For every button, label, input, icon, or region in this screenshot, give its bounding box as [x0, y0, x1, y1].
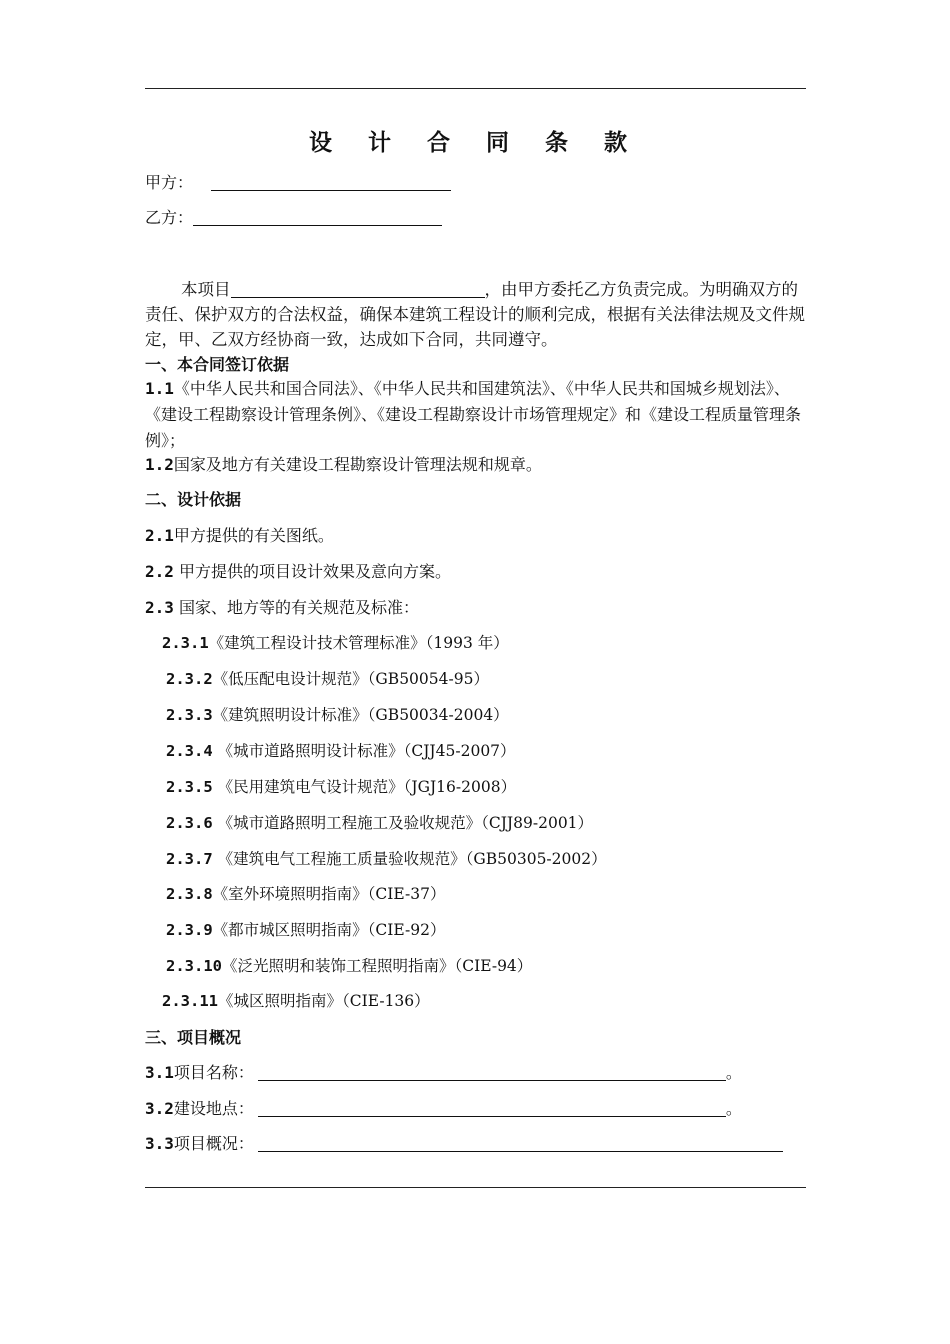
clause-2-1: [145, 526, 334, 546]
project-overview-field[interactable]: [258, 1135, 783, 1152]
standard-item: [166, 849, 607, 869]
standard-item: [166, 777, 516, 797]
item-text: 《建筑照明设计标准》（GB50034-2004）: [212, 706, 509, 724]
construction-site-field[interactable]: [258, 1100, 726, 1117]
item-number: 2.3.6: [166, 814, 213, 832]
party-b-label: 乙方：: [145, 208, 194, 227]
clause-text: 国家及地方有关建设工程勘察设计管理法规和规章。: [173, 455, 542, 474]
item-text: 《泛光照明和装饰工程照明指南》（CIE-94）: [222, 957, 533, 975]
clause-label: 项目名称：: [173, 1063, 254, 1082]
header-rule: [145, 88, 806, 89]
item-text: 《室外环境照明指南》（CIE-37）: [212, 885, 446, 903]
clause-3-3: [145, 1134, 783, 1154]
standard-item: [166, 669, 489, 689]
clause-number: 3.3: [145, 1134, 174, 1153]
item-text: 《低压配电设计规范》（GB50054-95）: [212, 670, 489, 688]
clause-1-2: [145, 452, 807, 478]
clause-text: 甲方提供的有关图纸。: [173, 526, 334, 545]
clause-number: 1.2: [145, 455, 174, 474]
standard-item: [166, 705, 509, 725]
clause-2-2: [145, 562, 451, 582]
item-number: 2.3.11: [162, 992, 218, 1010]
standard-item: [166, 813, 593, 833]
standard-item: [166, 741, 516, 761]
item-number: 2.3.7: [166, 850, 213, 868]
item-number: 2.3.10: [166, 957, 222, 975]
intro-before-blank: 本项目: [181, 280, 231, 299]
item-number: 2.3.1: [162, 634, 209, 652]
standard-item: [162, 633, 509, 653]
clause-text: 国家、地方等的有关规范及标准：: [173, 598, 419, 617]
item-number: 2.3.4: [166, 742, 213, 760]
clause-3-1: [145, 1063, 742, 1083]
standard-item: [166, 884, 445, 904]
standard-item: [162, 991, 430, 1011]
clause-number: 3.2: [145, 1099, 174, 1118]
project-name-field[interactable]: [258, 1064, 726, 1081]
section-2-heading: 二、设计依据: [145, 490, 242, 509]
item-text: 《城区照明指南》（CIE-136）: [218, 992, 430, 1010]
clause-2-3: [145, 598, 419, 618]
item-text: 《都市城区照明指南》（CIE-92）: [212, 921, 446, 939]
item-number: 2.3.2: [166, 670, 213, 688]
section-3-heading: 三、项目概况: [145, 1028, 242, 1047]
clause-number: 2.1: [145, 526, 174, 545]
intro-paragraph: [145, 277, 807, 352]
clause-text: 《中华人民共和国合同法》、《中华人民共和国建筑法》、《中华人民共和国城乡规划法》、《建设工程勘察设计管理条例》、《建设工程勘察设计市场管理规定》和《建设工程质量管理条例》；: [145, 379, 802, 450]
clause-number: 1.1: [145, 379, 174, 398]
item-text: 《城市道路照明设计标准》（CJJ45-2007）: [212, 742, 516, 760]
item-text: 《建筑工程设计技术管理标准》（1993 年）: [208, 634, 509, 652]
party-b-field[interactable]: [193, 209, 442, 226]
item-text: 《民用建筑电气设计规范》（JGJ16-2008）: [212, 778, 517, 796]
document-title: 设 计 合 同 条 款: [308, 130, 642, 156]
clause-label: 项目概况：: [173, 1134, 254, 1153]
clause-text: 甲方提供的项目设计效果及意向方案。: [173, 562, 451, 581]
footer-rule: [145, 1187, 806, 1188]
intro-after-blank: ，由甲方委托乙方负责完成。为明确双方的责任、保护双方的合法权益，确保本建筑工程设计的顺利完成，根据有关法律法规及文件规定，甲、乙双方经协商一致，达成如下合同，共同遵守。: [145, 280, 805, 349]
item-number: 2.3.3: [166, 706, 213, 724]
clause-number: 3.1: [145, 1063, 174, 1082]
clause-number: 2.3: [145, 598, 174, 617]
section-1-heading: 一、本合同签订依据: [145, 355, 290, 374]
party-a-label: 甲方：: [145, 173, 194, 192]
item-number: 2.3.8: [166, 885, 213, 903]
clause-3-2: [145, 1099, 742, 1119]
clause-end: 。: [725, 1063, 742, 1082]
clause-number: 2.2: [145, 562, 174, 581]
standard-item: [166, 920, 445, 940]
item-text: 《城市道路照明工程施工及验收规范》（CJJ89-2001）: [212, 814, 594, 832]
item-number: 2.3.9: [166, 921, 213, 939]
party-b-line: [145, 208, 442, 228]
item-number: 2.3.5: [166, 778, 213, 796]
party-a-line: [145, 173, 451, 193]
project-name-blank[interactable]: [231, 281, 485, 298]
clause-label: 建设地点：: [173, 1099, 254, 1118]
item-text: 《建筑电气工程施工质量验收规范》（GB50305-2002）: [212, 850, 607, 868]
clause-end: 。: [725, 1099, 742, 1118]
clause-1-1: [145, 376, 807, 454]
standard-item: [166, 956, 532, 976]
party-a-field[interactable]: [211, 174, 451, 191]
